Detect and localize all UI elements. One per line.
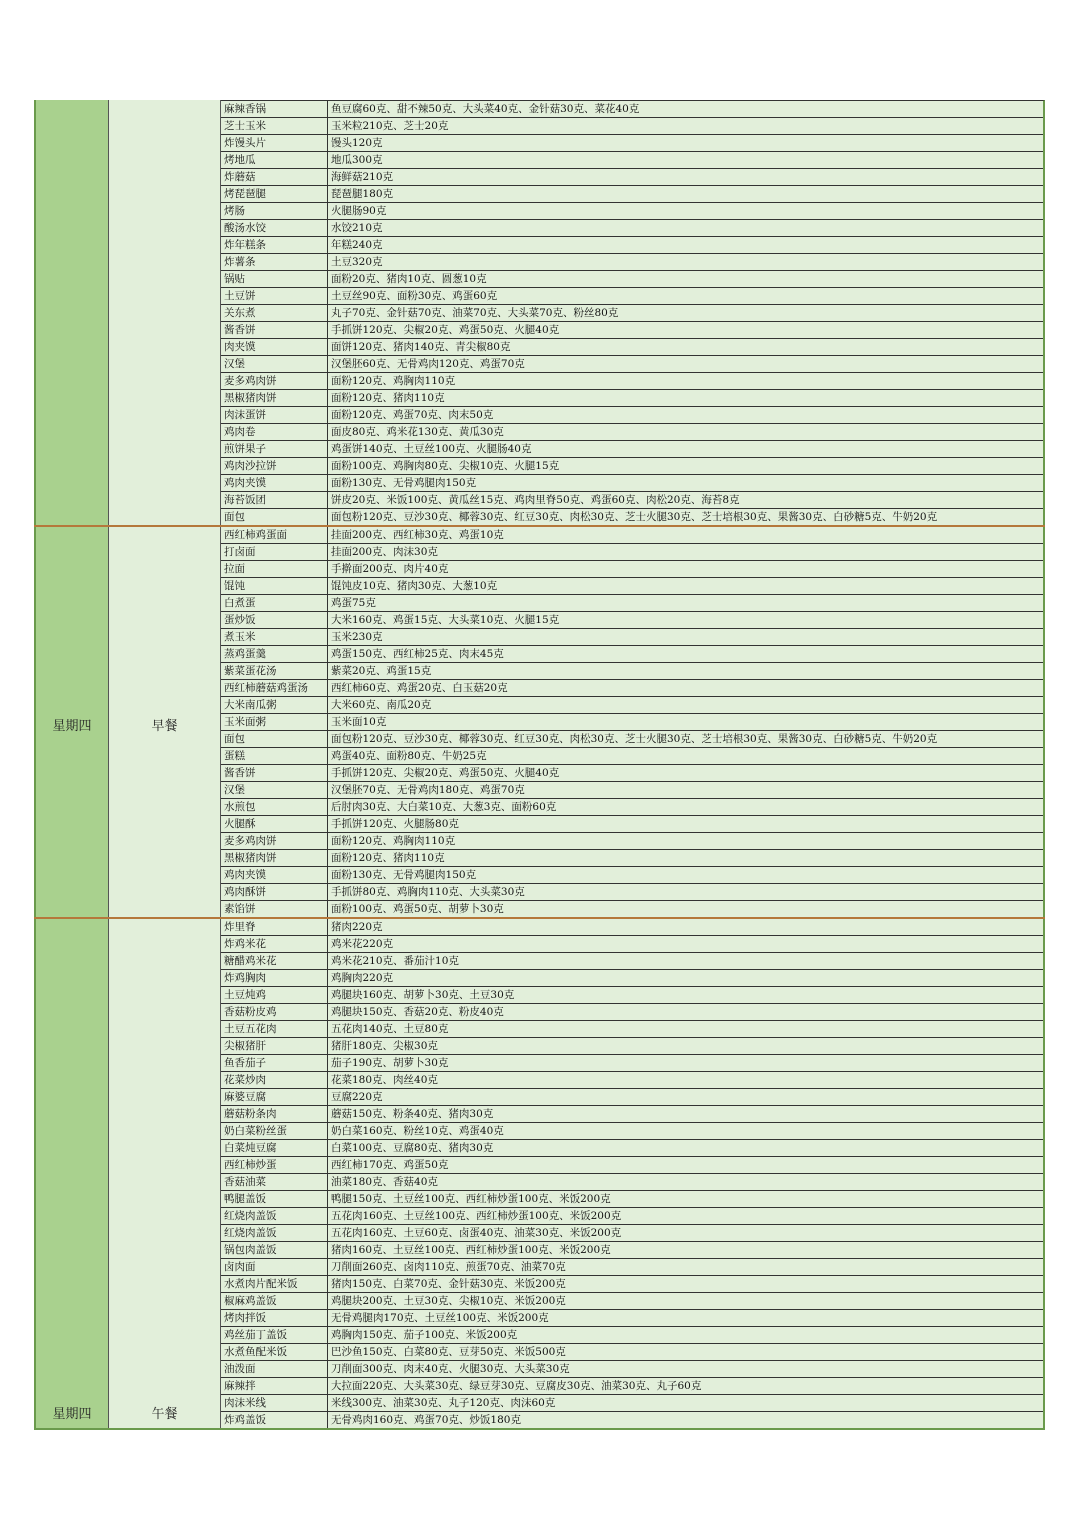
meal-group xyxy=(34,919,1045,1430)
ingredients: 面粉100克、鸡蛋50克、胡萝卜30克 xyxy=(331,903,504,915)
dish-name: 锅包肉盖饭 xyxy=(221,1242,328,1258)
table-row xyxy=(221,595,1043,612)
ingredients: 后肘肉30克、大白菜10克、大葱3克、面粉60克 xyxy=(331,801,557,813)
dish-name: 红烧肉盖饭 xyxy=(221,1208,328,1224)
table-row xyxy=(221,1327,1043,1344)
table-row xyxy=(221,373,1043,390)
day-cell xyxy=(34,100,109,525)
dish-name: 拉面 xyxy=(221,561,328,577)
table-row xyxy=(221,919,1043,936)
ingredients: 无骨鸡腿肉170克、土豆丝100克、米饭200克 xyxy=(331,1312,549,1324)
day-cell xyxy=(34,527,109,917)
table-row xyxy=(221,987,1043,1004)
table-row xyxy=(221,629,1043,646)
table-row xyxy=(221,646,1043,663)
dish-name: 炸鸡米花 xyxy=(221,936,328,952)
table-row xyxy=(221,1259,1043,1276)
ingredients: 面包粉120克、豆沙30克、椰蓉30克、红豆30克、肉松30克、芝士火腿30克、芝士培根30克、果酱30克、白砂糖5克、牛奶20克 xyxy=(331,511,938,523)
ingredients: 豆腐220克 xyxy=(331,1091,383,1103)
dish-name: 汉堡 xyxy=(221,356,328,372)
ingredients: 手抓饼80克、鸡胸肉110克、大头菜30克 xyxy=(331,886,525,898)
ingredients: 手抓饼120克、火腿肠80克 xyxy=(331,818,459,830)
dish-rows xyxy=(221,527,1045,917)
dish-name: 麦多鸡肉饼 xyxy=(221,373,328,389)
dish-name: 炸鸡胸肉 xyxy=(221,970,328,986)
ingredients: 西红柿170克、鸡蛋50克 xyxy=(331,1159,449,1171)
ingredients: 鸡腿块160克、胡萝卜30克、土豆30克 xyxy=(331,989,515,1001)
table-row xyxy=(221,458,1043,475)
dish-name: 锅贴 xyxy=(221,271,328,287)
ingredients: 花菜180克、肉丝40克 xyxy=(331,1074,438,1086)
table-row xyxy=(221,1242,1043,1259)
table-row xyxy=(221,867,1043,884)
dish-name: 炸蘑菇 xyxy=(221,169,328,185)
ingredients: 玉米230克 xyxy=(331,631,383,643)
meal-cell xyxy=(109,527,221,917)
table-row xyxy=(221,884,1043,901)
dish-name: 肉夹馍 xyxy=(221,339,328,355)
ingredients: 地瓜300克 xyxy=(331,154,383,166)
dish-name: 土豆饼 xyxy=(221,288,328,304)
ingredients: 猪肉160克、土豆丝100克、西红柿炒蛋100克、米饭200克 xyxy=(331,1244,611,1256)
ingredients: 面粉120克、猪肉110克 xyxy=(331,852,445,864)
ingredients: 饼皮20克、米饭100克、黄瓜丝15克、鸡肉里脊50克、鸡蛋60克、肉松20克、海苔8克 xyxy=(331,494,740,506)
dish-name: 香菇粉皮鸡 xyxy=(221,1004,328,1020)
table-row xyxy=(221,1310,1043,1327)
dish-name: 鸡丝茄丁盖饭 xyxy=(221,1327,328,1343)
table-row xyxy=(221,254,1043,271)
dish-name: 烤琵琶腿 xyxy=(221,186,328,202)
dish-name: 蘑菇粉条肉 xyxy=(221,1106,328,1122)
dish-name: 麻辣香锅 xyxy=(221,101,328,117)
table-row xyxy=(221,1106,1043,1123)
ingredients: 鸡蛋150克、西红柿25克、肉末45克 xyxy=(331,648,504,660)
meal-cell xyxy=(109,919,221,1428)
dish-name: 烤肉拌饭 xyxy=(221,1310,328,1326)
ingredients: 紫菜20克、鸡蛋15克 xyxy=(331,665,432,677)
table-row xyxy=(221,220,1043,237)
table-row xyxy=(221,237,1043,254)
dish-name: 水煎包 xyxy=(221,799,328,815)
dish-name: 烤肠 xyxy=(221,203,328,219)
ingredients: 面粉130克、无骨鸡腿肉150克 xyxy=(331,477,477,489)
ingredients: 猪肉150克、白菜70克、金针菇30克、米饭200克 xyxy=(331,1278,566,1290)
dish-name: 馄饨 xyxy=(221,578,328,594)
table-row xyxy=(221,1089,1043,1106)
table-row xyxy=(221,101,1043,118)
ingredients: 面粉100克、鸡胸肉80克、尖椒10克、火腿15克 xyxy=(331,460,560,472)
ingredients: 鸡米花220克 xyxy=(331,938,394,950)
table-row xyxy=(221,203,1043,220)
dish-name: 烤地瓜 xyxy=(221,152,328,168)
ingredients: 面包粉120克、豆沙30克、椰蓉30克、红豆30克、肉松30克、芝士火腿30克、芝士培根30克、果酱30克、白砂糖5克、牛奶20克 xyxy=(331,733,938,745)
dish-name: 汉堡 xyxy=(221,782,328,798)
ingredients: 五花肉160克、土豆丝100克、西红柿炒蛋100克、米饭200克 xyxy=(331,1210,622,1222)
ingredients: 大米160克、鸡蛋15克、大头菜10克、火腿15克 xyxy=(331,614,560,626)
meal-group xyxy=(34,100,1045,527)
table-row xyxy=(221,901,1043,917)
ingredients: 汉堡胚70克、无骨鸡肉180克、鸡蛋70克 xyxy=(331,784,525,796)
dish-name: 卤肉面 xyxy=(221,1259,328,1275)
dish-name: 酱香饼 xyxy=(221,322,328,338)
ingredients: 米线300克、油菜30克、丸子120克、肉沫60克 xyxy=(331,1397,556,1409)
dish-name: 水煮肉片配米饭 xyxy=(221,1276,328,1292)
dish-name: 紫菜蛋花汤 xyxy=(221,663,328,679)
table-row xyxy=(221,578,1043,595)
table-row xyxy=(221,544,1043,561)
dish-name: 尖椒猪肝 xyxy=(221,1038,328,1054)
dish-name: 大米南瓜粥 xyxy=(221,697,328,713)
dish-name: 海苔饭团 xyxy=(221,492,328,508)
table-row xyxy=(221,1293,1043,1310)
table-row xyxy=(221,953,1043,970)
ingredients: 土豆320克 xyxy=(331,256,383,268)
ingredients: 蘑菇150克、粉条40克、猪肉30克 xyxy=(331,1108,494,1120)
dish-name: 酸汤水饺 xyxy=(221,220,328,236)
dish-name: 鸡肉夹馍 xyxy=(221,867,328,883)
table-row xyxy=(221,833,1043,850)
table-row xyxy=(221,612,1043,629)
table-row xyxy=(221,441,1043,458)
meal-cell xyxy=(109,100,221,525)
table-row xyxy=(221,731,1043,748)
ingredients: 鸡米花210克、番茄汁10克 xyxy=(331,955,459,967)
dish-name: 炸薯条 xyxy=(221,254,328,270)
table-row xyxy=(221,1021,1043,1038)
dish-name: 芝士玉米 xyxy=(221,118,328,134)
dish-name: 肉沫蛋饼 xyxy=(221,407,328,423)
ingredients: 无骨鸡肉160克、鸡蛋70克、炒饭180克 xyxy=(331,1414,521,1426)
table-row xyxy=(221,1004,1043,1021)
ingredients: 面皮80克、鸡米花130克、黄瓜30克 xyxy=(331,426,504,438)
table-row xyxy=(221,475,1043,492)
ingredients: 手擀面200克、肉片40克 xyxy=(331,563,449,575)
table-row xyxy=(221,748,1043,765)
table-row xyxy=(221,663,1043,680)
ingredients: 巴沙鱼150克、白菜80克、豆芽50克、米饭500克 xyxy=(331,1346,566,1358)
table-row xyxy=(221,1191,1043,1208)
dish-name: 炸里脊 xyxy=(221,919,328,935)
table-row xyxy=(221,1225,1043,1242)
table-row xyxy=(221,1344,1043,1361)
table-row xyxy=(221,782,1043,799)
ingredients: 油菜180克、香菇40克 xyxy=(331,1176,438,1188)
ingredients: 丸子70克、金针菇70克、油菜70克、大头菜70克、粉丝80克 xyxy=(331,307,619,319)
ingredients: 刀削面260克、卤肉110克、煎蛋70克、油菜70克 xyxy=(331,1261,566,1273)
ingredients: 汉堡胚60克、无骨鸡肉120克、鸡蛋70克 xyxy=(331,358,525,370)
table-row xyxy=(221,1378,1043,1395)
dish-name: 红烧肉盖饭 xyxy=(221,1225,328,1241)
ingredients: 猪肝180克、尖椒30克 xyxy=(331,1040,438,1052)
dish-name: 土豆五花肉 xyxy=(221,1021,328,1037)
table-row xyxy=(221,152,1043,169)
ingredients: 刀削面300克、肉末40克、火腿30克、大头菜30克 xyxy=(331,1363,570,1375)
ingredients: 手抓饼120克、尖椒20克、鸡蛋50克、火腿40克 xyxy=(331,767,560,779)
ingredients: 茄子190克、胡萝卜30克 xyxy=(331,1057,449,1069)
ingredients: 面粉120克、鸡蛋70克、肉末50克 xyxy=(331,409,494,421)
dish-name: 火腿酥 xyxy=(221,816,328,832)
dish-name: 炸年糕条 xyxy=(221,237,328,253)
table-row xyxy=(221,697,1043,714)
table-row xyxy=(221,1140,1043,1157)
ingredients: 猪肉220克 xyxy=(331,921,383,933)
dish-name: 鸡肉沙拉饼 xyxy=(221,458,328,474)
dish-name: 椒麻鸡盖饭 xyxy=(221,1293,328,1309)
ingredients: 鸡蛋饼140克、土豆丝100克、火腿肠40克 xyxy=(331,443,532,455)
ingredients: 白菜100克、豆腐80克、猪肉30克 xyxy=(331,1142,494,1154)
dish-name: 西红柿鸡蛋面 xyxy=(221,527,328,543)
table-row xyxy=(221,680,1043,697)
table-row xyxy=(221,186,1043,203)
dish-name: 西红柿炒蛋 xyxy=(221,1157,328,1173)
table-row xyxy=(221,407,1043,424)
ingredients: 火腿肠90克 xyxy=(331,205,387,217)
ingredients: 馒头120克 xyxy=(331,137,383,149)
ingredients: 鸡腿块200克、土豆30克、尖椒10克、米饭200克 xyxy=(331,1295,566,1307)
table-row xyxy=(221,135,1043,152)
ingredients: 水饺210克 xyxy=(331,222,383,234)
dish-name: 蛋炒饭 xyxy=(221,612,328,628)
table-row xyxy=(221,169,1043,186)
ingredients: 鸡蛋40克、面粉80克、牛奶25克 xyxy=(331,750,487,762)
ingredients: 鸡蛋75克 xyxy=(331,597,376,609)
dish-name: 白煮蛋 xyxy=(221,595,328,611)
table-row xyxy=(221,1276,1043,1293)
table-row xyxy=(221,1123,1043,1140)
dish-name: 糖醋鸡米花 xyxy=(221,953,328,969)
dish-name: 黑椒猪肉饼 xyxy=(221,850,328,866)
meal-group xyxy=(34,527,1045,919)
table-row xyxy=(221,561,1043,578)
ingredients: 面粉20克、猪肉10克、圆葱10克 xyxy=(331,273,487,285)
day-label: 星期四 xyxy=(52,1407,92,1422)
table-row xyxy=(221,339,1043,356)
ingredients: 西红柿60克、鸡蛋20克、白玉菇20克 xyxy=(331,682,508,694)
meal-label: 午餐 xyxy=(151,1407,178,1422)
ingredients: 海鲜菇210克 xyxy=(331,171,394,183)
table-row xyxy=(221,305,1043,322)
table-row xyxy=(221,970,1043,987)
ingredients: 挂面200克、西红柿30克、鸡蛋10克 xyxy=(331,529,504,541)
table-row xyxy=(221,1395,1043,1412)
dish-name: 鸡肉酥饼 xyxy=(221,884,328,900)
table-row xyxy=(221,799,1043,816)
table-row xyxy=(221,816,1043,833)
table-row xyxy=(221,1208,1043,1225)
ingredients: 琵琶腿180克 xyxy=(331,188,394,200)
ingredients: 大米60克、南瓜20克 xyxy=(331,699,432,711)
dish-name: 西红柿蘑菇鸡蛋汤 xyxy=(221,680,328,696)
dish-name: 鱼香茄子 xyxy=(221,1055,328,1071)
ingredients: 挂面200克、肉沫30克 xyxy=(331,546,438,558)
ingredients: 面粉120克、鸡胸肉110克 xyxy=(331,835,456,847)
dish-name: 酱香饼 xyxy=(221,765,328,781)
meal-label: 早餐 xyxy=(151,718,178,734)
table-row xyxy=(221,322,1043,339)
dish-name: 麻婆豆腐 xyxy=(221,1089,328,1105)
ingredients: 玉米粒210克、芝士20克 xyxy=(331,120,449,132)
ingredients: 面粉130克、无骨鸡腿肉150克 xyxy=(331,869,477,881)
dish-name: 鸭腿盖饭 xyxy=(221,1191,328,1207)
dish-name: 油泼面 xyxy=(221,1361,328,1377)
dish-name: 香菇油菜 xyxy=(221,1174,328,1190)
ingredients: 面饼120克、猪肉140克、青尖椒80克 xyxy=(331,341,511,353)
dish-name: 麻辣拌 xyxy=(221,1378,328,1394)
table-row xyxy=(221,1412,1043,1428)
table-row xyxy=(221,1072,1043,1089)
dish-name: 炸馒头片 xyxy=(221,135,328,151)
dish-name: 鸡肉卷 xyxy=(221,424,328,440)
ingredients: 鸭腿150克、土豆丝100克、西红柿炒蛋100克、米饭200克 xyxy=(331,1193,611,1205)
ingredients: 年糕240克 xyxy=(331,239,383,251)
ingredients: 手抓饼120克、尖椒20克、鸡蛋50克、火腿40克 xyxy=(331,324,560,336)
table-row xyxy=(221,390,1043,407)
day-label: 星期四 xyxy=(52,718,92,734)
table-row xyxy=(221,1157,1043,1174)
dish-name: 黑椒猪肉饼 xyxy=(221,390,328,406)
dish-rows xyxy=(221,919,1045,1428)
table-row xyxy=(221,509,1043,525)
dish-name: 打卤面 xyxy=(221,544,328,560)
ingredients: 馄饨皮10克、猪肉30克、大葱10克 xyxy=(331,580,498,592)
dish-name: 煎饼果子 xyxy=(221,441,328,457)
ingredients: 大拉面220克、大头菜30克、绿豆芽30克、豆腐皮30克、油菜30克、丸子60克 xyxy=(331,1380,702,1392)
dish-name: 水煮鱼配米饭 xyxy=(221,1344,328,1360)
table-row xyxy=(221,288,1043,305)
table-row xyxy=(221,1361,1043,1378)
dish-name: 鸡肉夹馍 xyxy=(221,475,328,491)
dish-name: 蒸鸡蛋羹 xyxy=(221,646,328,662)
dish-name: 奶白菜粉丝蛋 xyxy=(221,1123,328,1139)
table-row xyxy=(221,714,1043,731)
dish-name: 麦多鸡肉饼 xyxy=(221,833,328,849)
table-row xyxy=(221,1038,1043,1055)
dish-name: 素馅饼 xyxy=(221,901,328,917)
ingredients: 鸡胸肉150克、茄子100克、米饭200克 xyxy=(331,1329,518,1341)
dish-name: 炸鸡盖饭 xyxy=(221,1412,328,1428)
dish-name: 白菜炖豆腐 xyxy=(221,1140,328,1156)
dish-name: 面包 xyxy=(221,509,328,525)
ingredients: 鸡腿块150克、香菇20克、粉皮40克 xyxy=(331,1006,504,1018)
dish-name: 蛋糕 xyxy=(221,748,328,764)
table-row xyxy=(221,1055,1043,1072)
table-row xyxy=(221,936,1043,953)
ingredients: 面粉120克、鸡胸肉110克 xyxy=(331,375,456,387)
table-row xyxy=(221,356,1043,373)
dish-name: 煮玉米 xyxy=(221,629,328,645)
ingredients: 五花肉140克、土豆80克 xyxy=(331,1023,449,1035)
table-row xyxy=(221,118,1043,135)
day-cell xyxy=(34,919,109,1428)
table-row xyxy=(221,850,1043,867)
dish-name: 肉沫米线 xyxy=(221,1395,328,1411)
dish-name: 土豆炖鸡 xyxy=(221,987,328,1003)
table-row xyxy=(221,492,1043,509)
ingredients: 鸡胸肉220克 xyxy=(331,972,394,984)
ingredients: 面粉120克、猪肉110克 xyxy=(331,392,445,404)
menu-table xyxy=(34,100,1045,1430)
table-row xyxy=(221,765,1043,782)
ingredients: 玉米面10克 xyxy=(331,716,387,728)
ingredients: 奶白菜160克、粉丝10克、鸡蛋40克 xyxy=(331,1125,504,1137)
dish-name: 玉米面粥 xyxy=(221,714,328,730)
ingredients: 鱼豆腐60克、甜不辣50克、大头菜40克、金针菇30克、菜花40克 xyxy=(331,103,640,115)
ingredients: 五花肉160克、土豆60克、卤蛋40克、油菜30克、米饭200克 xyxy=(331,1227,622,1239)
ingredients: 土豆丝90克、面粉30克、鸡蛋60克 xyxy=(331,290,498,302)
dish-name: 关东煮 xyxy=(221,305,328,321)
dish-name: 面包 xyxy=(221,731,328,747)
table-row xyxy=(221,527,1043,544)
dish-name: 花菜炒肉 xyxy=(221,1072,328,1088)
table-row xyxy=(221,271,1043,288)
table-row xyxy=(221,1174,1043,1191)
table-row xyxy=(221,424,1043,441)
dish-rows xyxy=(221,100,1045,525)
